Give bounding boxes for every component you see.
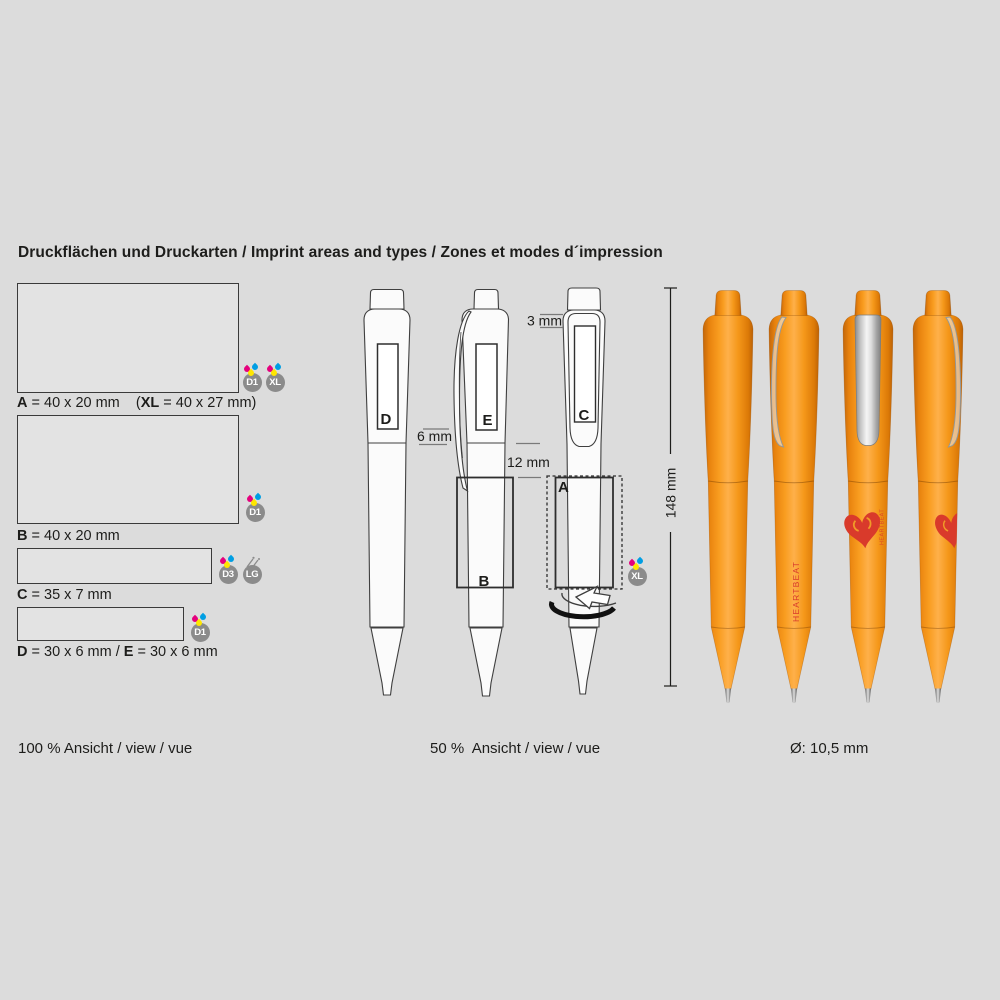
page-title: Druckflächen und Druckarten / Imprint areas and types / Zones et modes d´impression <box>18 244 663 261</box>
imprint-area-rect-c <box>17 548 212 584</box>
pen-brand-text: HEARTBEAT <box>791 560 801 622</box>
product-photos <box>695 280 1000 715</box>
print-type-badge: D3 <box>219 565 238 584</box>
imprint-area-label-a: A = 40 x 20 mm (XL = 40 x 27 mm) <box>17 395 257 411</box>
cmy-drops-icon <box>192 614 208 626</box>
cmy-drops-icon <box>244 364 260 376</box>
imprint-area-rect-d <box>17 607 184 641</box>
pen-brand-text-small: HEARTBEAT <box>879 508 886 545</box>
zone-label-a: A <box>558 479 569 496</box>
technical-drawing <box>340 280 690 710</box>
zone-label-b: B <box>478 573 490 590</box>
scale-label-50: 50 % Ansicht / view / vue <box>430 740 601 757</box>
print-type-icon-d1 <box>244 494 266 522</box>
zone-label-c: C <box>578 407 590 424</box>
print-type-badge: XL <box>628 567 647 586</box>
print-type-badge: D1 <box>246 503 265 522</box>
dim-148mm: 148 mm <box>662 467 679 519</box>
print-type-icon-d1 <box>241 364 263 392</box>
orange-pen-back-view <box>703 291 753 704</box>
print-type-icon-xl <box>264 364 286 392</box>
cmy-drops-icon <box>247 494 263 506</box>
print-type-badge: XL <box>266 373 285 392</box>
print-type-badge: D1 <box>243 373 262 392</box>
imprint-area-label-c: C = 35 x 7 mm <box>17 587 112 603</box>
print-type-icon-lg <box>241 556 263 584</box>
cmy-drops-icon <box>267 364 283 376</box>
dim-6mm: 6 mm <box>417 428 452 444</box>
metal-clip <box>855 315 881 446</box>
cmy-drops-icon <box>220 556 236 568</box>
zone-label-d: D <box>380 411 392 428</box>
print-type-badge: LG <box>243 565 262 584</box>
scale-label-100: 100 % Ansicht / view / vue <box>18 740 193 757</box>
imprint-area-label-b: B = 40 x 20 mm <box>17 528 120 544</box>
print-type-icon-d3 <box>217 556 239 584</box>
imprint-area-label-d: D = 30 x 6 mm / E = 30 x 6 mm <box>17 644 218 660</box>
print-type-badge: D1 <box>191 623 210 642</box>
diameter-label: Ø: 10,5 mm <box>790 740 869 757</box>
zone-label-e: E <box>482 412 493 429</box>
imprint-area-rect-a <box>17 283 239 393</box>
dim-12mm: 12 mm <box>507 454 550 470</box>
print-type-icon-d1 <box>189 614 211 642</box>
imprint-area-rect-b <box>17 415 239 524</box>
dim-3mm: 3 mm <box>527 312 562 329</box>
